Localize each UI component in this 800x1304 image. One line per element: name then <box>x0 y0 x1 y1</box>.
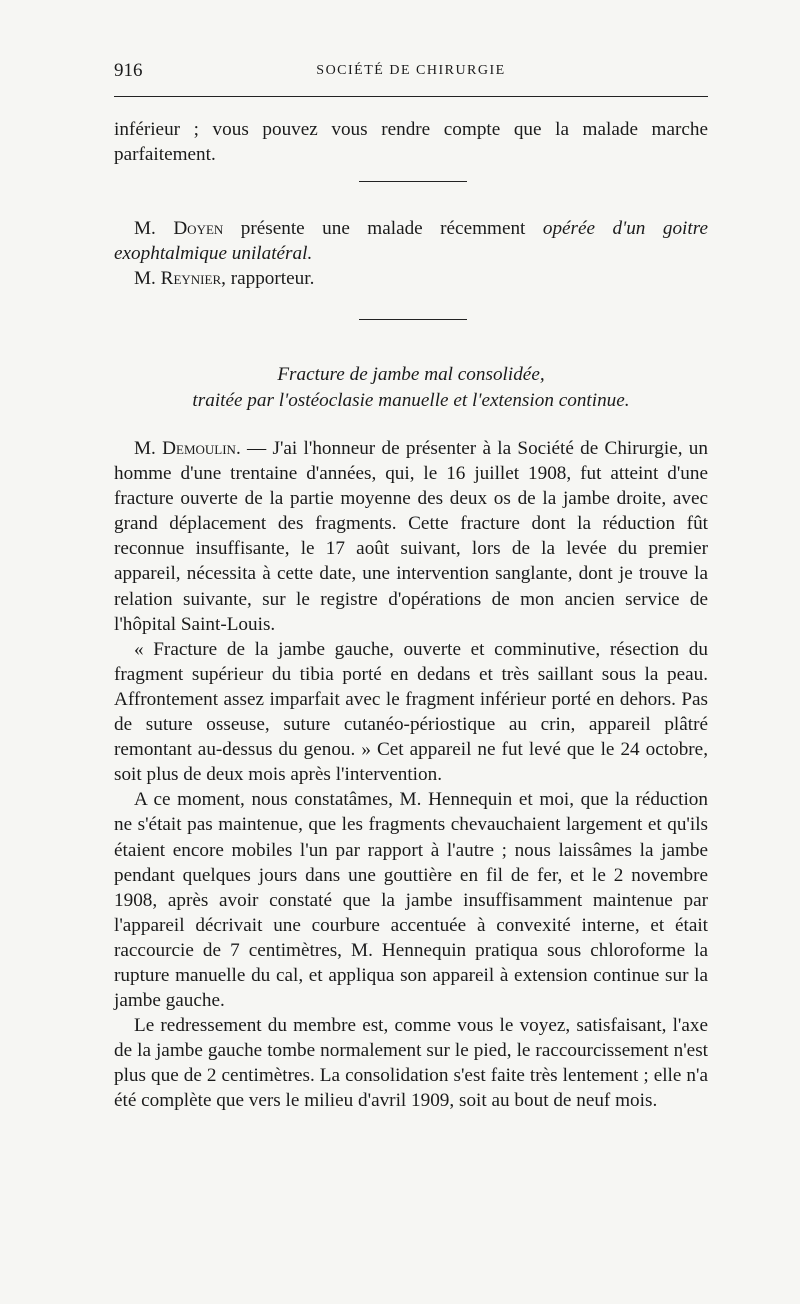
speaker-suffix: . — <box>235 438 273 459</box>
doyen-speaker: M. Doyen <box>134 218 224 239</box>
header-rule <box>114 96 708 97</box>
rapporteur-prefix: M. <box>134 268 161 290</box>
article-paragraph: Le redressement du membre est, comme vous le voyez, satisfaisant, l'axe de la jambe gauche tombe normalement sur le pied, le raccourcissement n'est plus que de 2 centimètres. La consolidation s'est faite très lentement ; elle n'a été complète que vers le milieu d'avril 1909, soit au bout de neuf mois. <box>114 1015 708 1112</box>
doyen-case-title: opérée d'un goitre exophtalmique unilatéral. <box>114 218 708 265</box>
article-title-line: Fracture de jambe mal consolidée, <box>277 364 545 385</box>
doyen-text: présente une malade récemment <box>223 218 543 239</box>
doyen-note <box>114 216 708 291</box>
section-divider <box>359 181 467 182</box>
article-paragraph: « Fracture de la jambe gauche, ouverte et comminutive, résection du fragment supérieur du tibia porté en dedans et très saillant sous la peau. Affrontement assez imparfait avec le fragment inférieur porté en dehors. Pas de suture osseuse, suture cutanéo-périostique au crin, appareil plâtré remontant au-dessus du genou. » Cet appareil ne fut levé que le 24 octobre, soit plus de deux mois après l'intervention. <box>114 638 708 786</box>
page-header <box>114 60 708 90</box>
doyen-presentation <box>114 216 708 266</box>
speaker-name: Demoulin <box>162 438 236 459</box>
section-divider <box>359 319 467 320</box>
rapporteur-suffix: , rapporteur. <box>221 268 315 290</box>
article-title-line: traitée par l'ostéoclasie manuelle et l'extension continue. <box>192 389 630 411</box>
page-number: 916 <box>114 60 143 81</box>
paragraph-text: J'ai l'honneur de présenter à la Société de Chirurgie, un homme d'une trentaine d'années, qui, le 16 juillet 1908, fut atteint d'une fracture ouverte de la partie moyenne des deux os de la jambe droite, avec grand déplacement des fragments. Cette fracture dont la réduction fût reconnue insuffisante, le 17 août suivant, lors de la levée du premier appareil, nécessita à cette date, une intervention sanglante, dont je trouve la relation suivante, sur le registre d'opérations de mon ancien service de l'hôpital Saint-Louis. <box>114 438 708 635</box>
rapporteur-name: Reynier <box>160 268 222 290</box>
article-paragraph: A ce moment, nous constatâmes, M. Hennequin et moi, que la réduction ne s'était pas maintenue, que les fragments chevauchaient largement et qu'ils étaient encore mobiles l'un par rapport à l'autre ; nous laissâmes la jambe pendant quelques jours dans une gouttière en fil de fer, et le 2 novembre 1908, après avoir constaté que la jambe insuffisamment maintenue par l'appareil décrivait une courbure accentuée à convexité interne, et était raccourcie de 7 centimètres, M. Hennequin pratiqua sous chloroforme la rupture manuelle du cal, et appliqua son appareil à extension continue sur la jambe gauche. <box>114 789 708 1012</box>
speaker-prefix: M. <box>134 438 163 459</box>
continuation-paragraph <box>114 117 708 167</box>
running-title: SOCIÉTÉ DE CHIRURGIE <box>316 63 506 78</box>
rapporteur-line <box>114 266 708 291</box>
continuation-text: inférieur ; vous pouvez vous rendre compte que la malade marche parfaitement. <box>114 119 708 166</box>
article-title <box>114 362 708 413</box>
article-body <box>114 436 708 1114</box>
article-paragraph <box>114 436 708 637</box>
